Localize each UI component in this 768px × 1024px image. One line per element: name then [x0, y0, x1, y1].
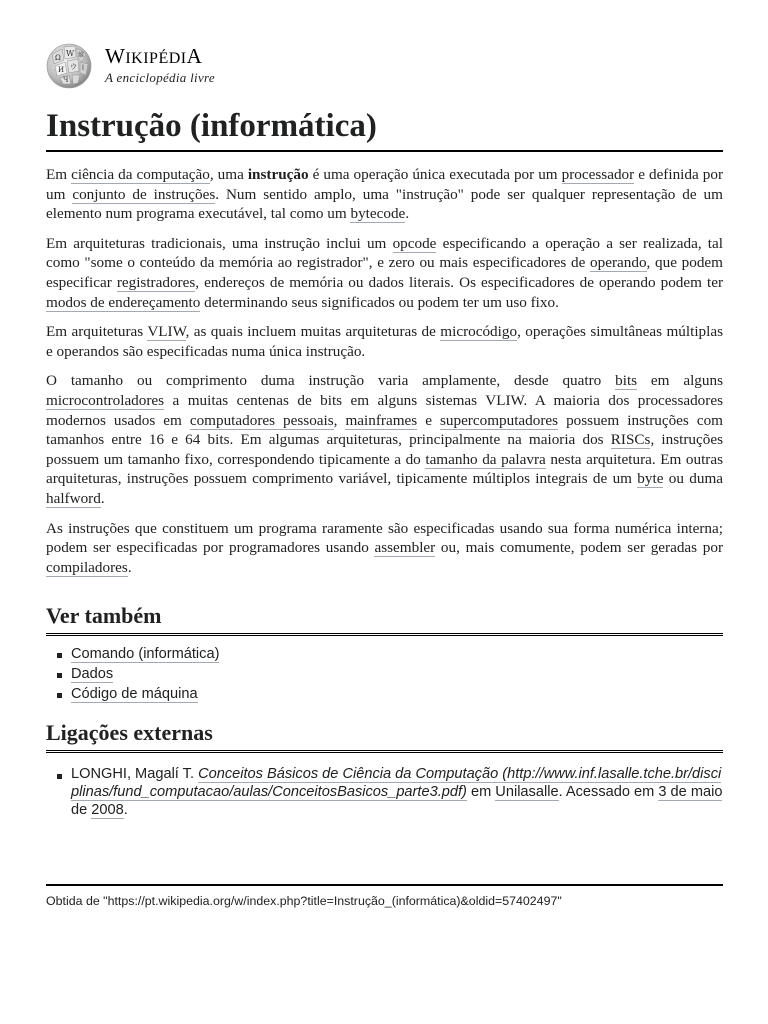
bold-term: instrução [247, 166, 309, 183]
wordmark-tagline: A enciclopédia livre [105, 70, 215, 85]
link-mainframes[interactable]: mainframes [345, 411, 418, 429]
link-halfword[interactable]: halfword [46, 489, 101, 507]
link-byte[interactable]: byte [637, 470, 664, 488]
link-processador[interactable]: processador [561, 166, 635, 183]
paragraph-3: Em arquiteturas VLIW, as quais incluem muitas arquiteturas de microcódigo, operações simultâneas múltiplas e operandos são especificadas numa única instrução. [46, 323, 723, 360]
paragraph-4: O tamanho ou comprimento duma instrução varia amplamente, desde quatro bits em alguns microcontroladores a muitas centenas de bits em alguns sistemas VLIW. A maioria dos processadores modernos usados em computadores pessoais, mainframes e supercomputadores possuem instruções com tamanhos entre 16 e 64 bits. Em algumas arquiteturas, principalmente na maioria dos RISCs, instruções possuem um tamanho fixo, correspondendo tipicamente a do tamanho da palavra nesta arquitetura. Em outras arquiteturas, instruções possuem comprimento variável, tipicamente múltiplos integrais de um byte ou duma halfword. [46, 372, 724, 507]
globe-glyph: ا [82, 64, 84, 72]
paragraph-1: Em ciência da computação, uma instrução é uma operação única executada por um processador e definida por um conjunto de instruções. Num sentido amplo, uma "instrução" pode ser qualquer representação de um elemento num programa executável, tal como um bytecode. [46, 166, 723, 223]
reference-item: LONGHI, Magalí T. Conceitos Básicos de Ciência da Computação (http://www.inf.lasalle.tche.br/disciplinas/fund_computacao/aulas/ConceitosBasicos_parte3.pdf) em Unilasalle. Acessado em 3 de maio de 2008. [71, 766, 723, 819]
list-item [71, 684, 723, 704]
paragraph-2: Em arquiteturas tradicionais, uma instrução inclui um opcode especificando a operação a ser realizada, tal como "some o conteúdo da memória ao registrador", e zero ou mais especificadores de operando, que podem especificar registradores, endereços de memória ou dados literais. Os especificadores de operando podem ter modos de endereçamento determinando seus significados ou podem ter um uso fixo. [46, 234, 724, 311]
link-dados[interactable]: Dados [71, 666, 114, 683]
link-conjunto-instrucoes[interactable]: conjunto de instruções [72, 185, 216, 203]
section-heading-ligacoes-externas: Ligações externas [46, 718, 723, 753]
see-also-list [46, 644, 723, 704]
link-supercomputadores[interactable]: supercomputadores [439, 411, 559, 429]
external-links-list [46, 765, 723, 819]
list-item [71, 644, 723, 664]
link-microcodigo[interactable]: microcódigo [440, 323, 518, 341]
link-external-article[interactable]: Conceitos Básicos de Ciência da Computação (http://www.inf.lasalle.tche.br/disciplinas/fund_computacao/aulas/ConceitosBasicos_parte3.pdf) [71, 766, 722, 801]
link-year[interactable]: 2008 [91, 802, 124, 819]
footer-source: Obtida de "https://pt.wikipedia.org/w/index.php?title=Instrução_(informática)&oldid=57402497" [46, 894, 562, 908]
globe-glyph: Ч [63, 76, 69, 84]
globe-glyph: ウ [70, 63, 77, 71]
link-bytecode[interactable]: bytecode [350, 205, 406, 223]
link-opcode[interactable]: opcode [392, 234, 437, 252]
globe-glyph: 維 [78, 52, 85, 59]
globe-glyph: И [58, 66, 65, 74]
link-riscs[interactable]: RISCs [610, 431, 651, 449]
link-operando[interactable]: operando [590, 254, 647, 272]
globe-glyph: W [66, 49, 75, 58]
link-vliw[interactable]: VLIW [147, 323, 186, 341]
globe-glyph: Ω [55, 54, 61, 62]
link-modos-enderecamento[interactable]: modos de endereçamento [46, 293, 201, 311]
page-title: Instrução (informática) [46, 104, 723, 152]
section-heading-ver-tambem: Ver também [46, 601, 723, 636]
link-assembler[interactable]: assembler [374, 539, 436, 557]
list-item [71, 664, 723, 684]
wordmark [105, 45, 215, 86]
link-source-url[interactable]: https://pt.wikipedia.org/w/index.php?title=Instrução_(informática)&oldid=57402497 [107, 894, 558, 908]
link-compiladores[interactable]: compiladores [46, 558, 128, 576]
link-microcontroladores[interactable]: microcontroladores [46, 391, 165, 409]
link-tamanho-palavra[interactable]: tamanho da palavra [425, 450, 546, 468]
link-codigo-maquina[interactable]: Código de máquina [71, 686, 198, 703]
paragraph-5: As instruções que constituem um programa raramente são especificadas usando sua forma numérica interna; podem ser especificadas por programadores usando assembler ou, mais comumente, podem ser geradas por compiladores. [46, 519, 724, 576]
link-bits[interactable]: bits [615, 372, 638, 390]
link-computadores-pessoais[interactable]: computadores pessoais [189, 411, 334, 429]
link-date[interactable]: 3 de maio [658, 784, 723, 801]
footer-divider [46, 884, 723, 886]
wordmark-name: WIKIPÉDIA [105, 44, 203, 68]
link-ciencia-computacao[interactable]: ciência da computação [71, 166, 210, 183]
link-registradores[interactable]: registradores [116, 273, 196, 291]
article-body [46, 165, 723, 819]
link-unilasalle[interactable]: Unilasalle [495, 784, 559, 801]
wikipedia-globe-icon [44, 40, 96, 90]
link-comando[interactable]: Comando (informática) [71, 646, 220, 663]
